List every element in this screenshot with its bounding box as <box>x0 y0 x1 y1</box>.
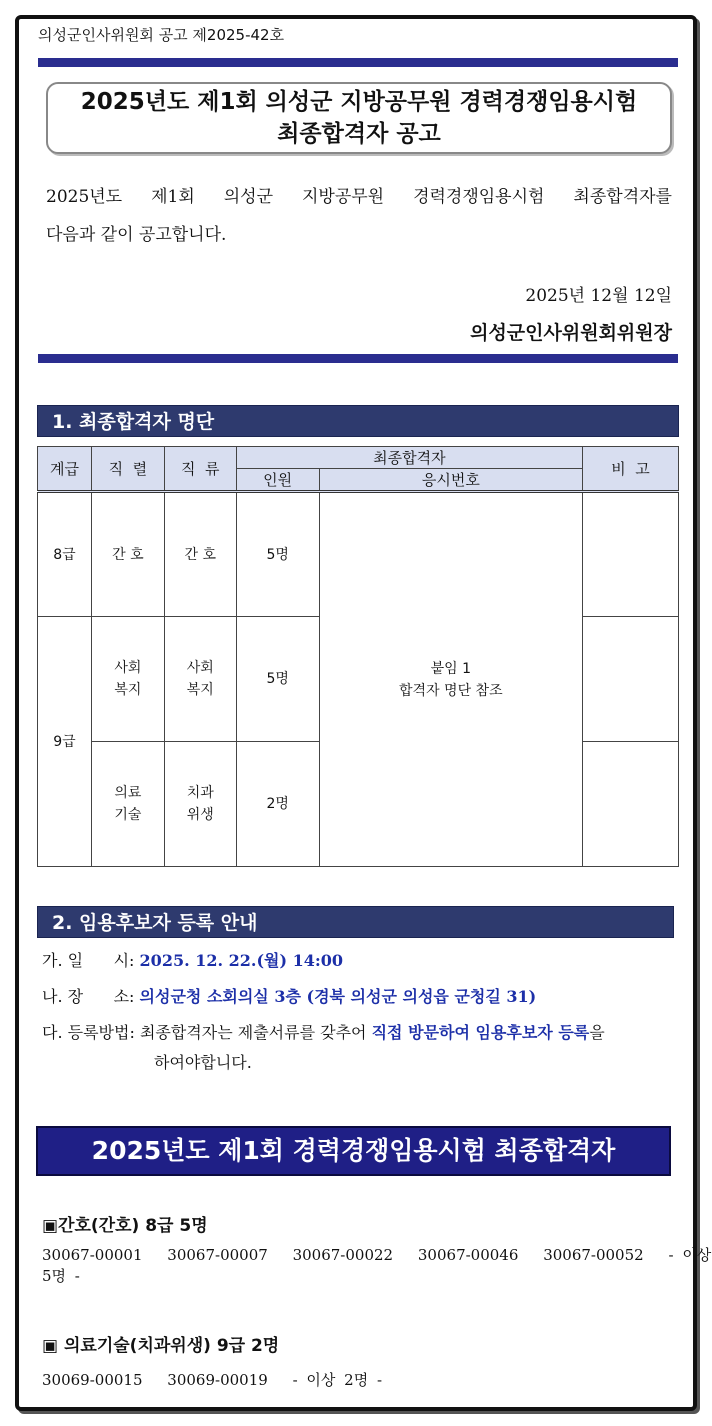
intro-line-1: 2025년도 제1회 의성군 지방공무원 경력경쟁임용시험 최종합격자를 <box>46 187 672 207</box>
notice-date: 2025년 12월 12일 <box>525 286 672 306</box>
info-date: 가. 일 시: 2025. 12. 22.(월) 14:00 <box>42 951 344 970</box>
cell-count: 5명 <box>236 492 319 617</box>
title-box <box>46 82 672 154</box>
group-nursing-ids: 30067-00001 30067-00007 30067-00022 30067-00046 30067-00052 - 이상 5명 - <box>42 1246 712 1285</box>
cell-category: 간 호 <box>164 492 236 617</box>
table-row <box>38 492 679 617</box>
header-exam-number: 응시번호 <box>319 469 582 492</box>
info-method-line-2: 하여야합니다. <box>154 1053 252 1072</box>
final-passers-table <box>37 446 679 867</box>
cell-grade: 8급 <box>38 492 92 617</box>
section-1-heading: 1. 최종합격자 명단 <box>37 405 679 437</box>
cell-note <box>583 492 679 617</box>
info-place: 나. 장 소: 의성군청 소회의실 3층 (경북 의성군 의성읍 군청길 31) <box>42 987 537 1006</box>
cell-exam-reference: 붙임 1 합격자 명단 참조 <box>319 492 582 867</box>
cell-position: 의료 기술 <box>91 742 164 867</box>
cell-position: 간 호 <box>91 492 164 617</box>
header-position: 직 렬 <box>91 447 164 492</box>
header-grade: 계급 <box>38 447 92 492</box>
intro-paragraph <box>46 178 672 254</box>
signer: 의성군인사위원회위원장 <box>470 322 672 344</box>
cell-count: 5명 <box>236 617 319 742</box>
info-method: 다. 등록방법: 최종합격자는 제출서류를 갖추어 직접 방문하여 임용후보자 등록을 <box>42 1023 605 1042</box>
header-category: 직 류 <box>164 447 236 492</box>
cell-category: 치과 위생 <box>164 742 236 867</box>
bottom-divider <box>38 354 678 363</box>
header-final-passers: 최종합격자 <box>236 447 582 469</box>
header-note: 비 고 <box>583 447 679 492</box>
section-2-heading: 2. 임용후보자 등록 안내 <box>37 906 674 938</box>
cell-count: 2명 <box>236 742 319 867</box>
cell-note <box>583 617 679 742</box>
header-count: 인원 <box>236 469 319 492</box>
final-passers-banner: 2025년도 제1회 경력경쟁임용시험 최종합격자 <box>36 1126 671 1176</box>
cell-note <box>583 742 679 867</box>
cell-category: 사회 복지 <box>164 617 236 742</box>
notice-number: 의성군인사위원회 공고 제2025-42호 <box>38 26 285 44</box>
title-line-2: 최종합격자 공고 <box>277 121 441 147</box>
cell-grade: 9급 <box>38 617 92 867</box>
intro-line-2: 다음과 같이 공고합니다. <box>46 225 227 245</box>
group-dental-title: ▣ 의료기술(치과위생) 9급 2명 <box>42 1336 280 1356</box>
group-dental-ids: 30069-00015 30069-00019 - 이상 2명 - <box>42 1371 383 1389</box>
title-line-1: 2025년도 제1회 의성군 지방공무원 경력경쟁임용시험 <box>80 89 638 115</box>
cell-position: 사회 복지 <box>91 617 164 742</box>
top-divider <box>38 58 678 67</box>
group-nursing-title: ▣간호(간호) 8급 5명 <box>42 1216 208 1236</box>
